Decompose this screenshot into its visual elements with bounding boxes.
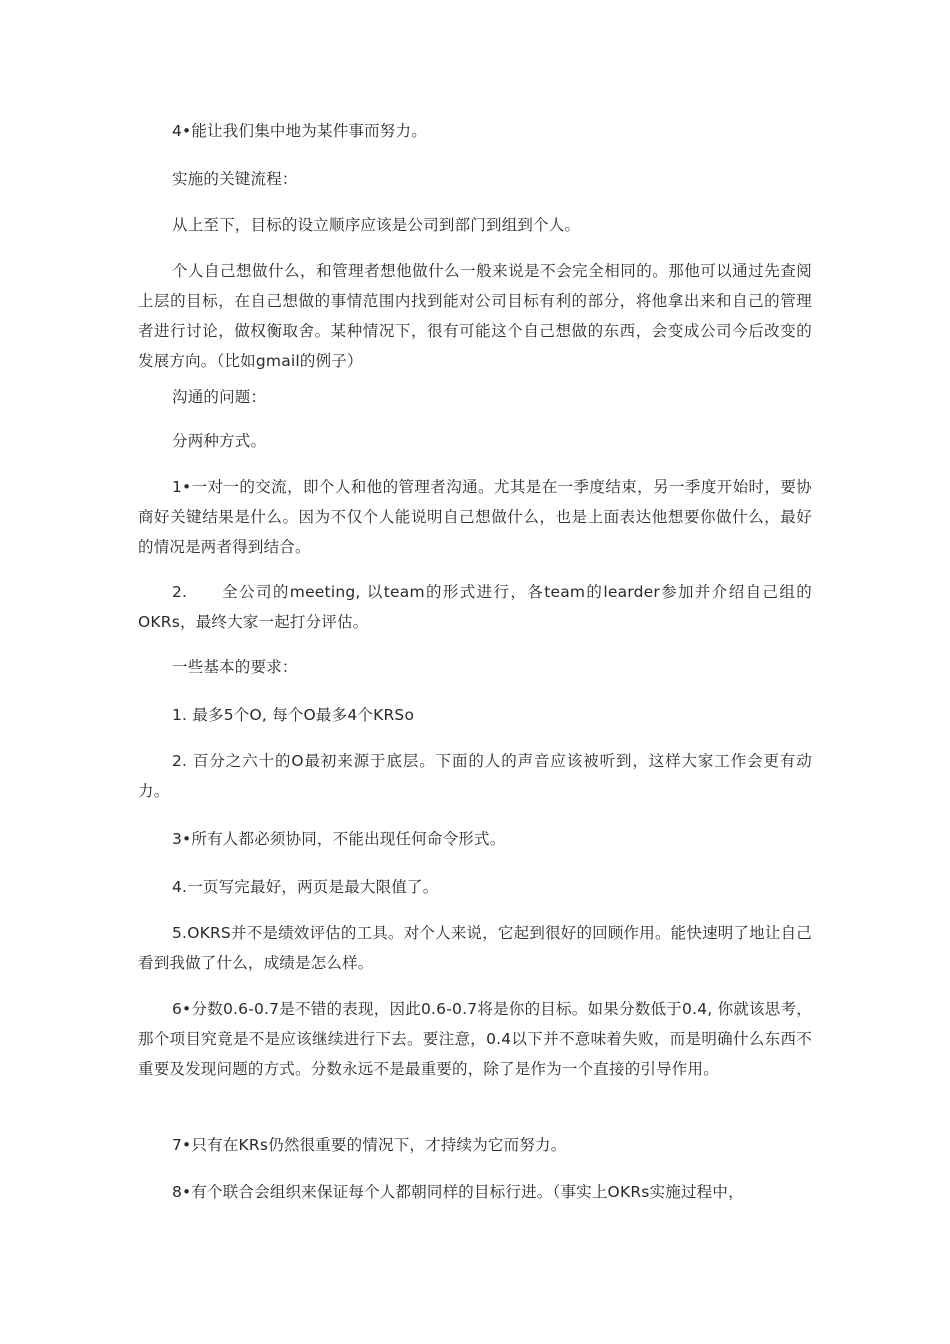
- paragraph-company-meeting: 2. 全公司的meeting, 以team的形式进行，各team的learder参加并介绍自己组的OKRs，最终大家一起打分评估。: [138, 583, 812, 631]
- paragraph-requirement-5: 5.OKRS并不是绩效评估的工具。对个人来说，它起到很好的回顾作用。能快速明了地让自己看到我做了什么，成绩是怎么样。: [138, 924, 812, 972]
- paragraph-requirement-1: 1. 最多5个O, 每个O最多4个KRSo: [172, 706, 415, 724]
- paragraph-requirement-4: 4.一页写完最好，两页是最大限值了。: [172, 878, 439, 896]
- paragraph-communication-heading: 沟通的问题：: [172, 388, 267, 406]
- paragraph-two-methods: 分两种方式。: [172, 432, 267, 450]
- paragraph-requirement-8: 8•有个联合会组织来保证每个人都朝同样的目标行进。（事实上OKRs实施过程中，: [172, 1183, 744, 1201]
- paragraph-top-down-order: 从上至下，目标的设立顺序应该是公司到部门到组到个人。: [172, 216, 581, 234]
- paragraph-requirement-2: 2. 百分之六十的O最初来源于底层。下面的人的声音应该被听到，这样大家工作会更有动力。: [138, 752, 812, 800]
- paragraph-one-on-one: 1•一对一的交流，即个人和他的管理者沟通。尤其是在一季度结束，另一季度开始时，要协商好关键结果是什么。因为不仅个人能说明自己想做什么，也是上面表达他想要你做什么，最好的情况是两者得到结合。: [138, 478, 812, 556]
- paragraph-key-process-heading: 实施的关键流程：: [172, 170, 298, 188]
- paragraph-requirement-6: 6•分数0.6-0.7是不错的表现，因此0.6-0.7将是你的目标。如果分数低于0.4, 你就该思考，那个项目究竟是不是应该继续进行下去。要注意，0.4以下并不意味着失败，而是明确什么东西不重要及发现问题的方式。分数永远不是最重要的，除了是作为一个直接的引导作用。: [138, 1000, 812, 1078]
- paragraph-requirement-7: 7•只有在KRs仍然很重要的情况下，才持续为它而努力。: [172, 1136, 567, 1154]
- paragraph-requirement-3: 3•所有人都必须协同，不能出现任何命令形式。: [172, 830, 506, 848]
- paragraph-item-4-focus: 4•能让我们集中地为某件事而努力。: [172, 122, 427, 140]
- paragraph-individual-goals: 个人自己想做什么，和管理者想他做什么一般来说是不会完全相同的。那他可以通过先查阅上层的目标，在自己想做的事情范围内找到能对公司目标有利的部分，将他拿出来和自己的管理者进行讨论，做权衡取舍。某种情况下，很有可能这个自己想做的东西，会变成公司今后改变的发展方向。（比如gmail的例子）: [138, 262, 812, 370]
- paragraph-basic-requirements-heading: 一些基本的要求：: [172, 658, 298, 676]
